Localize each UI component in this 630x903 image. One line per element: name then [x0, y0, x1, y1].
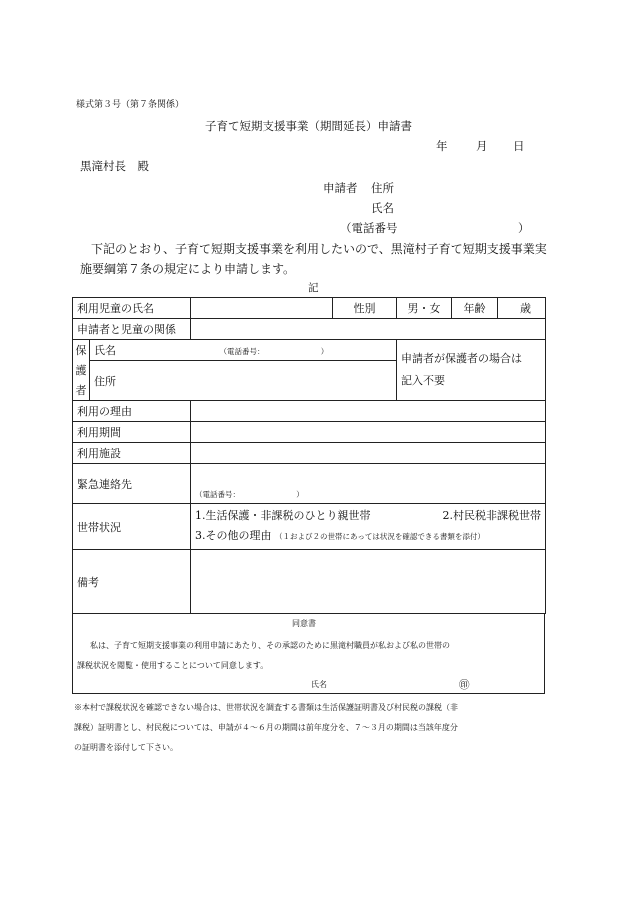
- guardian-address-label: 住所: [94, 374, 116, 388]
- guardian-note-line1: 申請者が保護者の場合は: [401, 352, 522, 365]
- consent-title: 同意書: [292, 619, 316, 628]
- relation-label: 申請者と児童の関係: [73, 319, 191, 340]
- remarks-label: 備考: [73, 550, 191, 614]
- guardian-char-3: 者: [75, 384, 87, 397]
- guardian-note: [397, 340, 546, 401]
- table-row: [73, 340, 546, 361]
- remarks-field[interactable]: [191, 550, 546, 614]
- ki-heading: 記: [308, 282, 319, 294]
- household-label: 世帯状況: [73, 504, 191, 550]
- guardian-phone: （電話番号： ）: [219, 347, 329, 357]
- household-field: [191, 504, 546, 550]
- guardian-name-field[interactable]: [90, 340, 397, 361]
- reason-label: 利用の理由: [73, 401, 191, 422]
- emergency-field[interactable]: [191, 464, 546, 504]
- table-row: [73, 422, 546, 443]
- child-name-field[interactable]: [191, 298, 333, 319]
- table-row: [73, 443, 546, 464]
- age-field[interactable]: 歳: [498, 298, 546, 319]
- consent-box: [72, 614, 545, 694]
- child-name-label: 利用児童の氏名: [73, 298, 191, 319]
- guardian-char-2: 護: [75, 364, 87, 377]
- facility-label: 利用施設: [73, 443, 191, 464]
- period-field[interactable]: [191, 422, 546, 443]
- date-month-label: 月: [476, 139, 488, 153]
- period-label: 利用期間: [73, 422, 191, 443]
- guardian-note-line2: 記入不要: [401, 374, 445, 387]
- applicant-address-label: 住所: [371, 181, 394, 195]
- table-row: [73, 401, 546, 422]
- age-label: 年齢: [452, 298, 498, 319]
- application-table: [72, 297, 546, 614]
- table-row: [73, 298, 546, 319]
- reason-field[interactable]: [191, 401, 546, 422]
- footnote-line-3: の証明書を添付して下さい。: [74, 743, 178, 752]
- gender-options[interactable]: 男・女: [397, 298, 452, 319]
- guardian-address-field[interactable]: [90, 361, 397, 401]
- consent-line-2: 課税状況を閲覧・使用することについて同意します。: [77, 661, 269, 670]
- date-day-label: 日: [513, 139, 525, 153]
- footnote-line-2: 課税）証明書とし、村民税については、申請が４～６月の期間は前年度分を、７～３月の期間は当該年度分: [74, 723, 458, 732]
- guardian-label: [73, 340, 90, 401]
- emergency-label: 緊急連絡先: [73, 464, 191, 504]
- table-row: [73, 504, 546, 550]
- date-year-label: 年: [436, 139, 448, 153]
- guardian-char-1: 保: [75, 344, 87, 357]
- applicant-phone-open: （電話番号: [340, 221, 398, 235]
- applicant-label: 申請者: [323, 181, 358, 195]
- household-option-3[interactable]: 3.その他の理由: [195, 529, 272, 542]
- consent-line-1: 私は、子育て短期支援事業の利用申請にあたり、その承認のために黒滝村職員が私および私の世帯の: [90, 641, 450, 650]
- footnote-line-1: ※本村で課税状況を確認できない場合は、世帯状況を調査する書類は生活保護証明書及び村民税の課税（非: [74, 703, 458, 712]
- seal-mark: ㊞: [459, 679, 470, 691]
- household-option-1[interactable]: 1.生活保護・非課税のひとり親世帯: [195, 509, 371, 522]
- household-option-2[interactable]: 2.村民税非課税世帯: [442, 509, 541, 522]
- consent-name-label: 氏名: [311, 680, 327, 689]
- guardian-name-label: 氏名: [94, 344, 116, 358]
- applicant-name-label: 氏名: [371, 201, 394, 215]
- facility-field[interactable]: [191, 443, 546, 464]
- table-row: [73, 319, 546, 340]
- emergency-phone: （電話番号： ）: [195, 490, 304, 499]
- relation-field[interactable]: [191, 319, 546, 340]
- table-row: [73, 550, 546, 614]
- gender-label: 性別: [333, 298, 397, 319]
- page-title: 子育て短期支援事業（期間延長）申請書: [205, 119, 412, 133]
- body-line-1: 下記のとおり、子育て短期支援事業を利用したいので、黒滝村子育て短期支援事業実: [91, 242, 547, 256]
- household-option-3-note: （１および２の世帯にあっては状況を確認できる書類を添付）: [275, 532, 485, 541]
- table-row: [73, 464, 546, 504]
- addressee: 黒滝村長 殿: [80, 159, 149, 173]
- applicant-phone-close: ）: [518, 221, 530, 235]
- body-line-2: 施要綱第７条の規定により申請します。: [80, 262, 296, 276]
- form-number: 様式第３号（第７条関係）: [76, 100, 185, 110]
